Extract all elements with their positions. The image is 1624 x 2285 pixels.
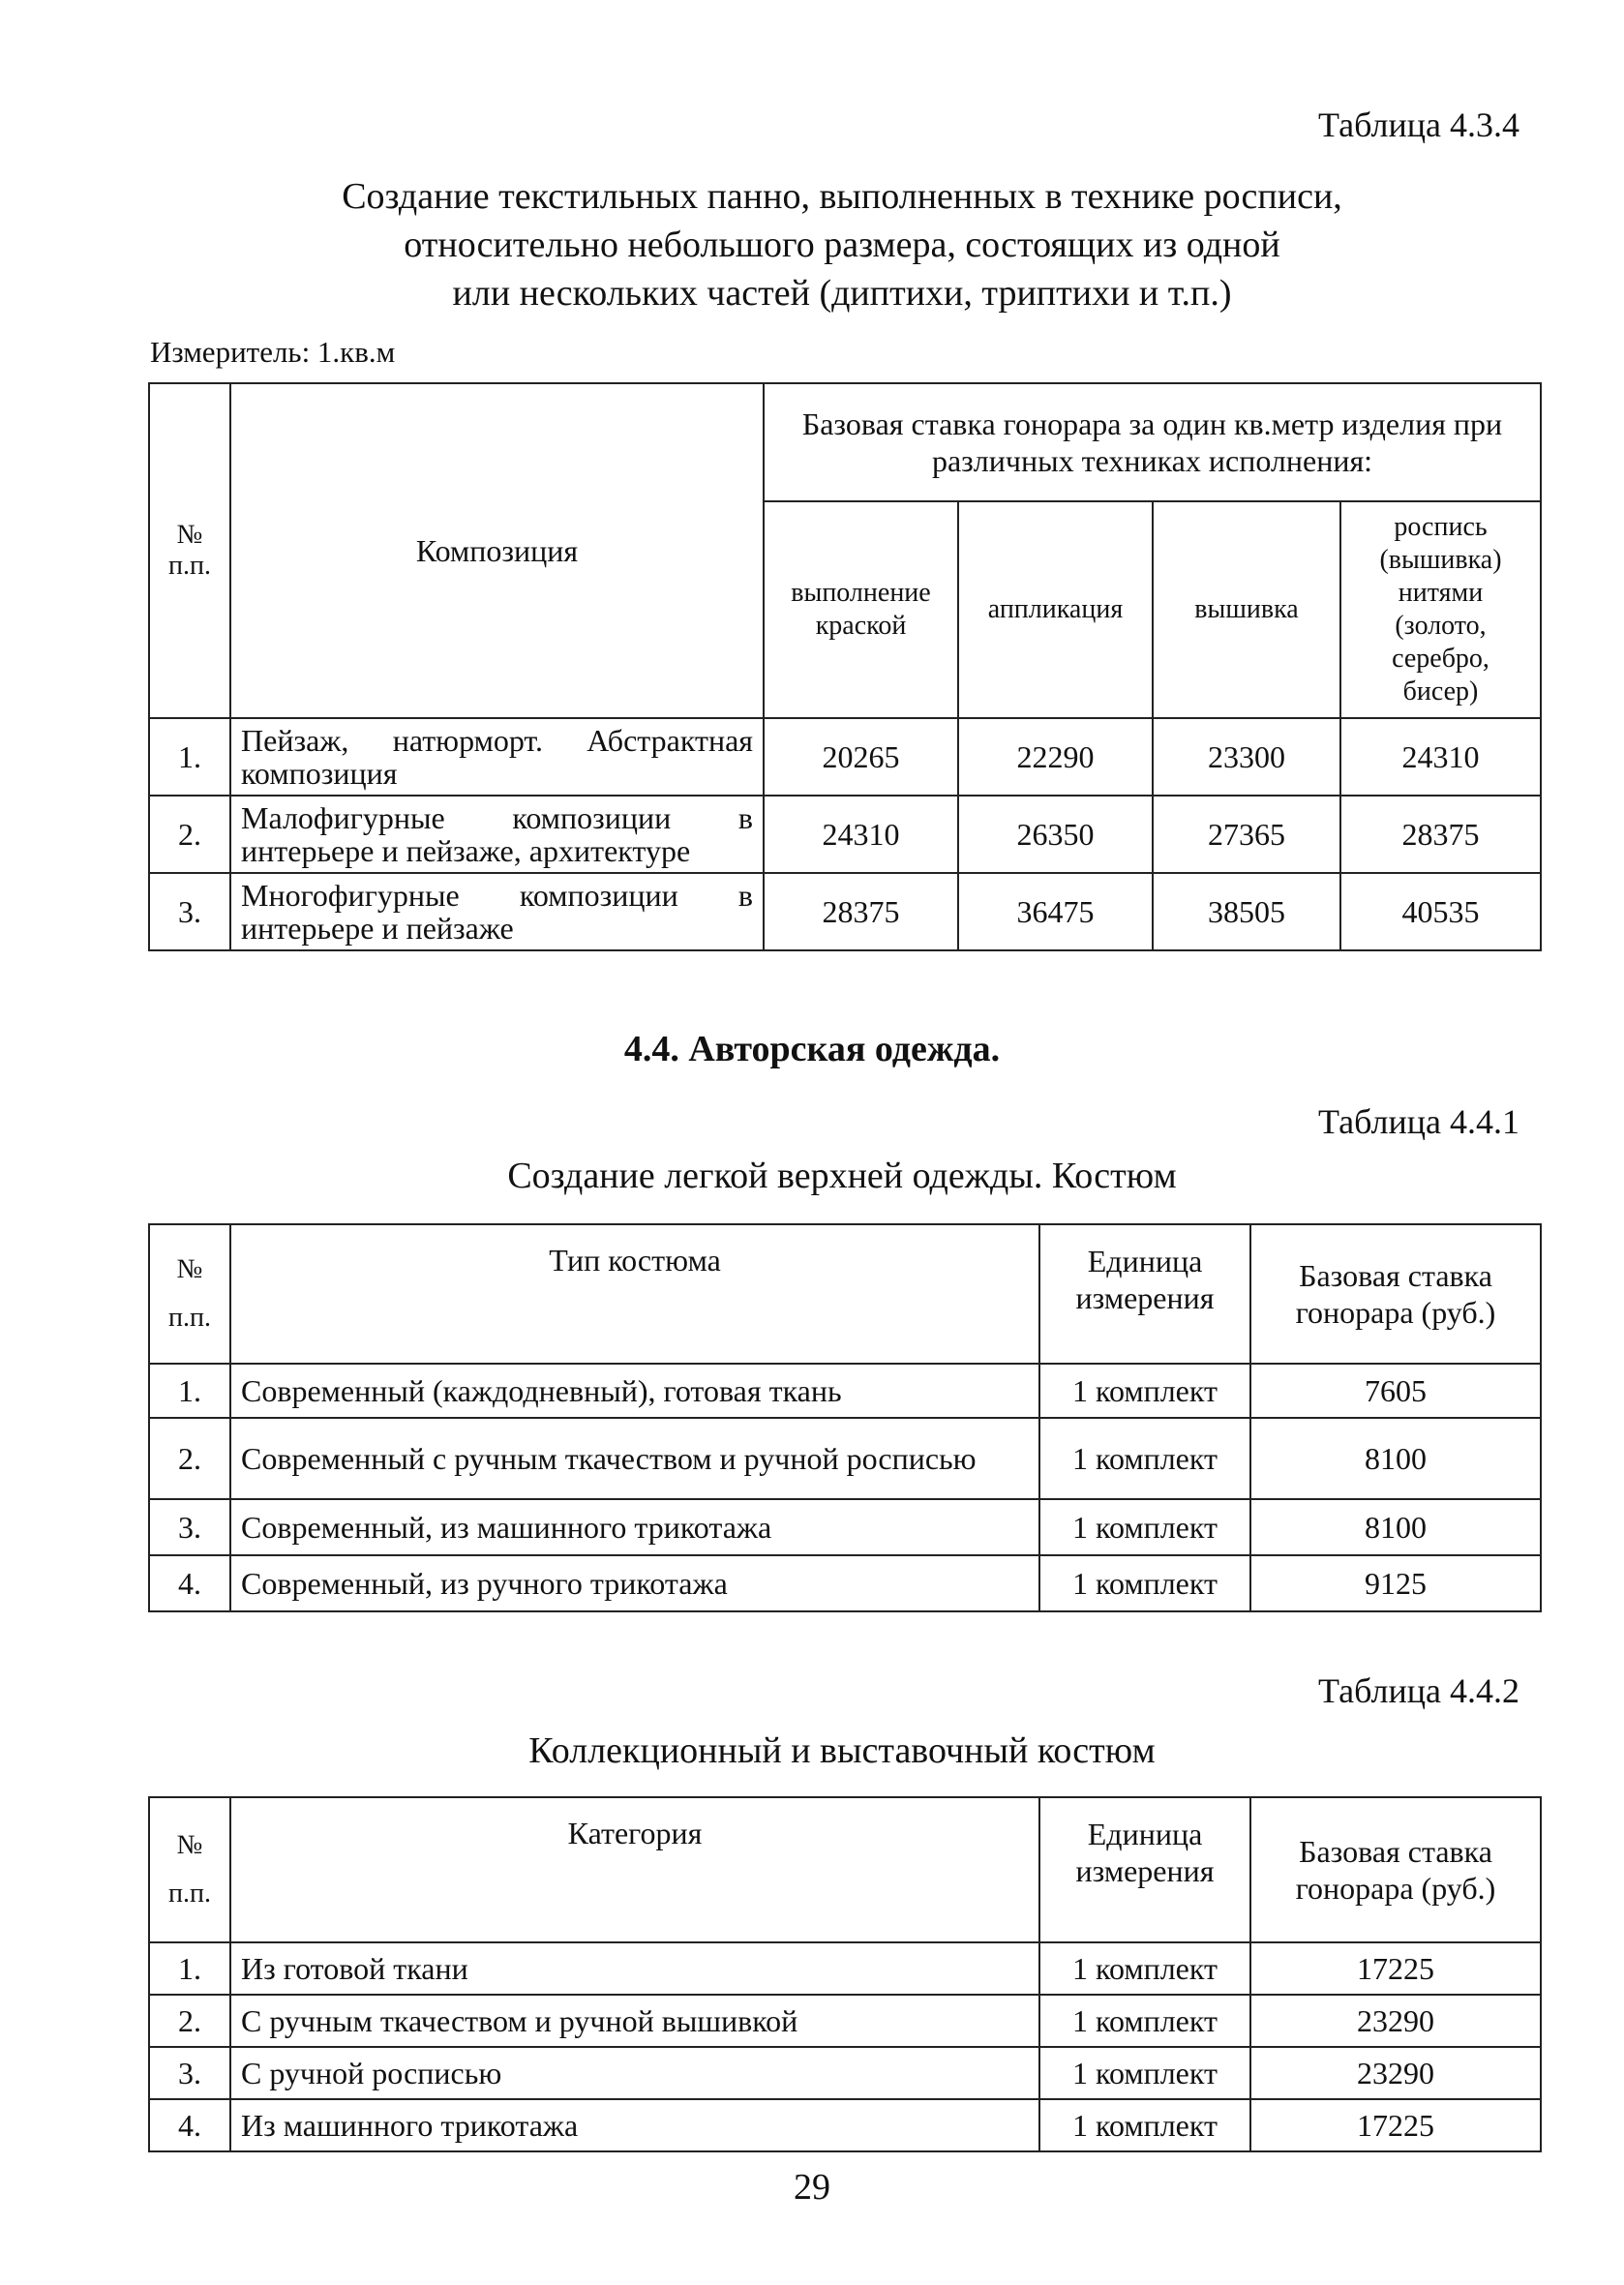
table-row — [149, 1364, 1541, 1418]
cell-value: 26350 — [958, 796, 1153, 873]
row-rate: 17225 — [1250, 2099, 1541, 2151]
row-name: Современный, из машинного трикотажа — [230, 1499, 1039, 1555]
row-num: 1. — [149, 1942, 230, 1995]
table-row — [149, 1555, 1541, 1611]
row-name: Пейзаж, натюрморт. Абстрактная композиция — [230, 718, 764, 796]
table-441-title: Создание легкой верхней одежды. Костюм — [507, 1156, 1177, 1196]
row-unit: 1 комплект — [1039, 2047, 1250, 2099]
col-header-num: № п.п. — [149, 1797, 230, 1942]
col-header-gold-embroidery: роспись (вышивка) нитями (золото, серебро, бисер) — [1340, 501, 1541, 718]
cell-value: 28375 — [764, 873, 958, 950]
row-name: Современный (каждодневный), готовая ткань — [230, 1364, 1039, 1418]
row-num: 2. — [149, 1418, 230, 1499]
row-rate: 17225 — [1250, 1942, 1541, 1995]
cell-value: 22290 — [958, 718, 1153, 796]
row-unit: 1 комплект — [1039, 2099, 1250, 2151]
col-header-group: Базовая ставка гонорара за один кв.метр изделия при различных техниках исполнения: — [764, 383, 1541, 501]
col-header-unit: Единица измерения — [1039, 1224, 1250, 1364]
page-number: 29 — [794, 2167, 830, 2208]
col-header-category: Категория — [230, 1797, 1039, 1942]
cell-value: 38505 — [1153, 873, 1340, 950]
col-header-embroidery: вышивка — [1153, 501, 1340, 718]
table-441 — [148, 1223, 1542, 1612]
table-row — [149, 796, 1541, 873]
cell-value: 36475 — [958, 873, 1153, 950]
row-num: 3. — [149, 2047, 230, 2099]
title-line: или нескольких частей (диптихи, триптихи и т.п.) — [452, 273, 1232, 314]
row-unit: 1 комплект — [1039, 1995, 1250, 2047]
col-header-num: № п.п. — [149, 383, 230, 718]
col-header-composition: Композиция — [230, 383, 764, 718]
section-heading: 4.4. Авторская одежда. — [623, 1029, 1001, 1069]
row-num: 1. — [149, 718, 230, 796]
col-header-type: Тип костюма — [230, 1224, 1039, 1364]
row-num: 4. — [149, 2099, 230, 2151]
table-row — [149, 2099, 1541, 2151]
table-row — [149, 1942, 1541, 1995]
row-num: 3. — [149, 873, 230, 950]
table-434-caption: Таблица 4.3.4 — [1318, 105, 1519, 144]
table-row — [149, 1418, 1541, 1499]
row-unit: 1 комплект — [1039, 1942, 1250, 1995]
row-num: 2. — [149, 796, 230, 873]
row-name: Современный с ручным ткачеством и ручной росписью — [230, 1418, 1039, 1499]
row-rate: 8100 — [1250, 1418, 1541, 1499]
col-header-rate: Базовая ставка гонорара (руб.) — [1250, 1797, 1541, 1942]
table-442-caption: Таблица 4.4.2 — [1318, 1671, 1519, 1710]
col-header-num: № п.п. — [149, 1224, 230, 1364]
table-row — [149, 1995, 1541, 2047]
table-442-title: Коллекционный и выставочный костюм — [528, 1730, 1156, 1771]
unit-of-measure: Измеритель: 1.кв.м — [150, 335, 396, 369]
table-441-caption: Таблица 4.4.1 — [1318, 1102, 1519, 1141]
cell-value: 27365 — [1153, 796, 1340, 873]
col-header-applique: аппликация — [958, 501, 1153, 718]
row-num: 1. — [149, 1364, 230, 1418]
cell-value: 23300 — [1153, 718, 1340, 796]
table-442 — [148, 1796, 1542, 2152]
table-row — [149, 2047, 1541, 2099]
row-name: Малофигурные композиции в интерьере и пейзаже, архитектуре — [230, 796, 764, 873]
row-num: 3. — [149, 1499, 230, 1555]
col-header-paint: выполнение краской — [764, 501, 958, 718]
row-unit: 1 комплект — [1039, 1555, 1250, 1611]
title-line: Создание текстильных панно, выполненных в технике росписи, — [342, 176, 1342, 217]
row-unit: 1 комплект — [1039, 1418, 1250, 1499]
row-num: 2. — [149, 1995, 230, 2047]
cell-value: 24310 — [1340, 718, 1541, 796]
row-num: 4. — [149, 1555, 230, 1611]
row-rate: 23290 — [1250, 2047, 1541, 2099]
row-rate: 8100 — [1250, 1499, 1541, 1555]
row-rate: 9125 — [1250, 1555, 1541, 1611]
table-row — [149, 1499, 1541, 1555]
row-unit: 1 комплект — [1039, 1499, 1250, 1555]
row-name: С ручным ткачеством и ручной вышивкой — [230, 1995, 1039, 2047]
table-434-title — [155, 172, 1529, 317]
cell-value: 40535 — [1340, 873, 1541, 950]
col-header-unit: Единица измерения — [1039, 1797, 1250, 1942]
row-name: С ручной росписью — [230, 2047, 1039, 2099]
table-row — [149, 873, 1541, 950]
row-name: Современный, из ручного трикотажа — [230, 1555, 1039, 1611]
col-header-rate: Базовая ставка гонорара (руб.) — [1250, 1224, 1541, 1364]
table-row — [149, 718, 1541, 796]
row-unit: 1 комплект — [1039, 1364, 1250, 1418]
row-rate: 7605 — [1250, 1364, 1541, 1418]
cell-value: 24310 — [764, 796, 958, 873]
cell-value: 28375 — [1340, 796, 1541, 873]
title-line: относительно небольшого размера, состоящих из одной — [404, 225, 1280, 265]
row-name: Из готовой ткани — [230, 1942, 1039, 1995]
cell-value: 20265 — [764, 718, 958, 796]
row-name: Многофигурные композиции в интерьере и пейзаже — [230, 873, 764, 950]
row-rate: 23290 — [1250, 1995, 1541, 2047]
table-434 — [148, 382, 1542, 951]
row-name: Из машинного трикотажа — [230, 2099, 1039, 2151]
